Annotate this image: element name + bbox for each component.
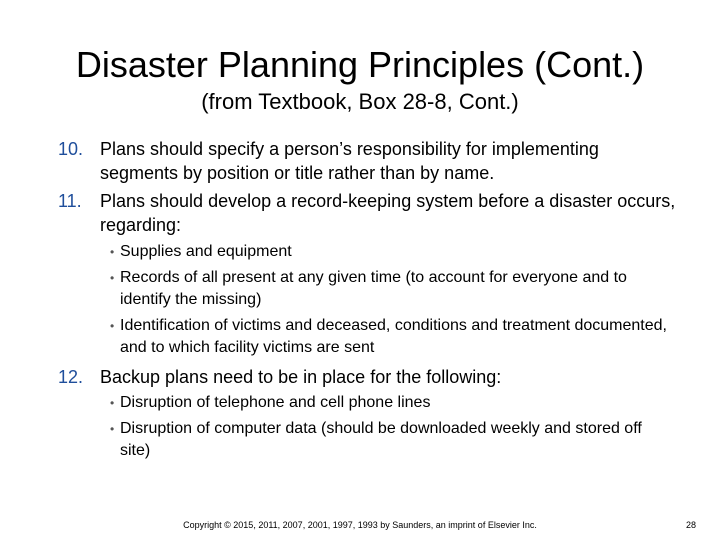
sub-bullet-item [110,267,670,311]
bullet-icon: • [110,319,115,333]
bullet-text: Records of all present at any given time (to account for everyone and to identify the missing) [120,269,627,308]
slide-title: Disaster Planning Principles (Cont.) [75,44,645,85]
sub-bullet-item [110,418,670,462]
bullet-text: Identification of victims and deceased, conditions and treatment documented, and to which facility victims are sent [120,317,667,356]
list-item-10 [58,137,678,185]
item-number: 10. [58,139,84,159]
bullet-text: Supplies and equipment [120,243,292,260]
page-number: 28 [685,520,696,530]
item-text: Backup plans need to be in place for the following: [100,367,502,387]
copyright-footer: Copyright © 2015, 2011, 2007, 2001, 1997, 1993 by Saunders, an imprint of Elsevier Inc. [183,520,537,530]
sub-bullet-item [110,315,670,359]
bullet-text: Disruption of telephone and cell phone lines [120,394,431,411]
bullet-icon: • [110,271,115,285]
bullet-icon: • [110,396,115,410]
bullet-icon: • [110,245,115,259]
slide-subtitle: (from Textbook, Box 28-8, Cont.) [201,89,519,114]
sub-bullet-item [110,241,670,263]
bullet-text: Disruption of computer data (should be downloaded weekly and stored off site) [120,420,642,459]
list-item-12 [58,365,678,389]
sub-bullet-item [110,392,670,414]
item-number: 12. [58,367,84,387]
item-text: Plans should develop a record-keeping system before a disaster occurs, regarding: [100,191,676,235]
list-item-11 [58,189,678,237]
bullet-icon: • [110,422,115,436]
item-number: 11. [58,191,82,211]
item-text: Plans should specify a person’s responsibility for implementing segments by position or title rather than by name. [100,139,599,183]
